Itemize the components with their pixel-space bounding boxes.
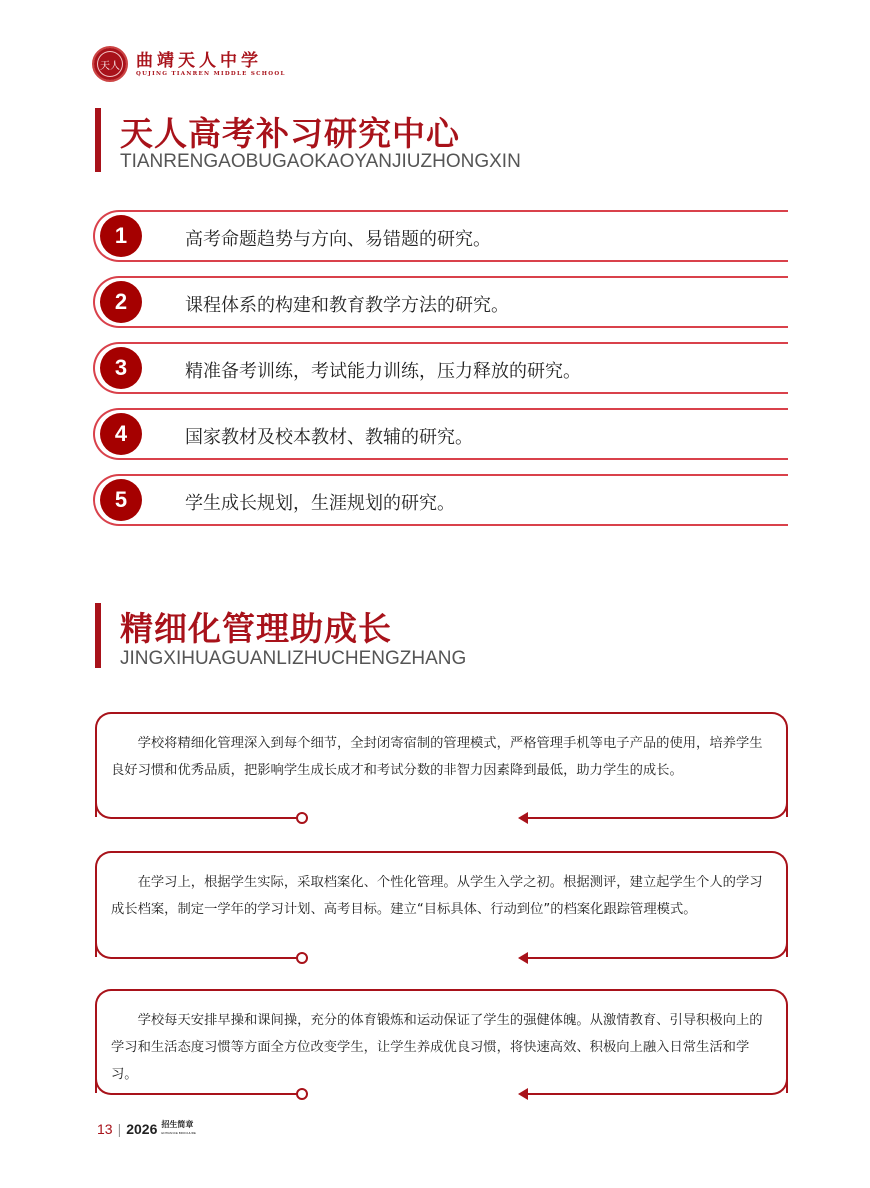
page-number: 13 xyxy=(97,1121,113,1137)
arrow-left-icon xyxy=(518,812,528,824)
circle-endpoint-icon xyxy=(296,812,308,824)
footer-brand-en: ENTRANCE BROCHURE xyxy=(161,1131,196,1135)
section-bar xyxy=(95,108,101,172)
circle-endpoint-icon xyxy=(296,952,308,964)
circle-endpoint-icon xyxy=(296,1088,308,1100)
school-name-cn: 曲靖天人中学 xyxy=(136,51,262,71)
school-logo xyxy=(92,46,286,82)
list-item xyxy=(93,210,788,262)
arrow-left-icon xyxy=(518,952,528,964)
section-title: 精细化管理助成长 xyxy=(120,609,392,648)
school-seal-icon: 天人 xyxy=(92,46,128,82)
text-box xyxy=(95,851,788,957)
footer-year: 2026 xyxy=(126,1121,158,1137)
arrow-left-icon xyxy=(518,1088,528,1100)
text-box xyxy=(95,989,788,1093)
list-item xyxy=(93,408,788,460)
section-subtitle: TIANRENGAOBUGAOKAOYANJIUZHONGXIN xyxy=(120,151,521,172)
list-item-text: 课程体系的构建和教育教学方法的研究。 xyxy=(185,295,509,316)
section-title: 天人高考补习研究中心 xyxy=(120,114,460,153)
footer-brand: 招生简章 xyxy=(161,1120,194,1129)
number-badge: 5 xyxy=(100,479,142,521)
number-badge: 2 xyxy=(100,281,142,323)
list-item-text: 精准备考训练，考试能力训练，压力释放的研究。 xyxy=(185,361,581,382)
section-subtitle: JINGXIHUAGUANLIZHUCHENGZHANG xyxy=(120,648,467,669)
school-name-en: QUJING TIANREN MIDDLE SCHOOL xyxy=(136,71,286,77)
section-bar xyxy=(95,603,101,668)
page-footer: 13 | 2026 招生简章 ENTRANCE BROCHURE xyxy=(97,1120,196,1137)
list-item-text: 高考命题趋势与方向、易错题的研究。 xyxy=(185,229,491,250)
number-badge: 4 xyxy=(100,413,142,455)
number-badge: 1 xyxy=(100,215,142,257)
list-item xyxy=(93,474,788,526)
paragraph: 学校每天安排早操和课间操，充分的体育锻炼和运动保证了学生的强健体魄。从激情教育、引导积极向上的学习和生活态度习惯等方面全方位改变学生，让学生养成优良习惯，将快速高效、积极向上融入日常生活和学习。 xyxy=(111,1013,763,1082)
text-box xyxy=(95,712,788,817)
number-badge: 3 xyxy=(100,347,142,389)
list-item-text: 学生成长规划，生涯规划的研究。 xyxy=(185,493,455,514)
list-item-text: 国家教材及校本教材、教辅的研究。 xyxy=(185,427,473,448)
list-item xyxy=(93,276,788,328)
list-item xyxy=(93,342,788,394)
paragraph: 学校将精细化管理深入到每个细节，全封闭寄宿制的管理模式，严格管理手机等电子产品的使用，培养学生良好习惯和优秀品质，把影响学生成长成才和考试分数的非智力因素降到最低，助力学生的成长。 xyxy=(111,736,763,778)
paragraph: 在学习上，根据学生实际，采取档案化、个性化管理。从学生入学之初。根据测评，建立起学生个人的学习成长档案，制定一学年的学习计划、高考目标。建立“目标具体、行动到位”的档案化跟踪管理模式。 xyxy=(111,875,763,917)
